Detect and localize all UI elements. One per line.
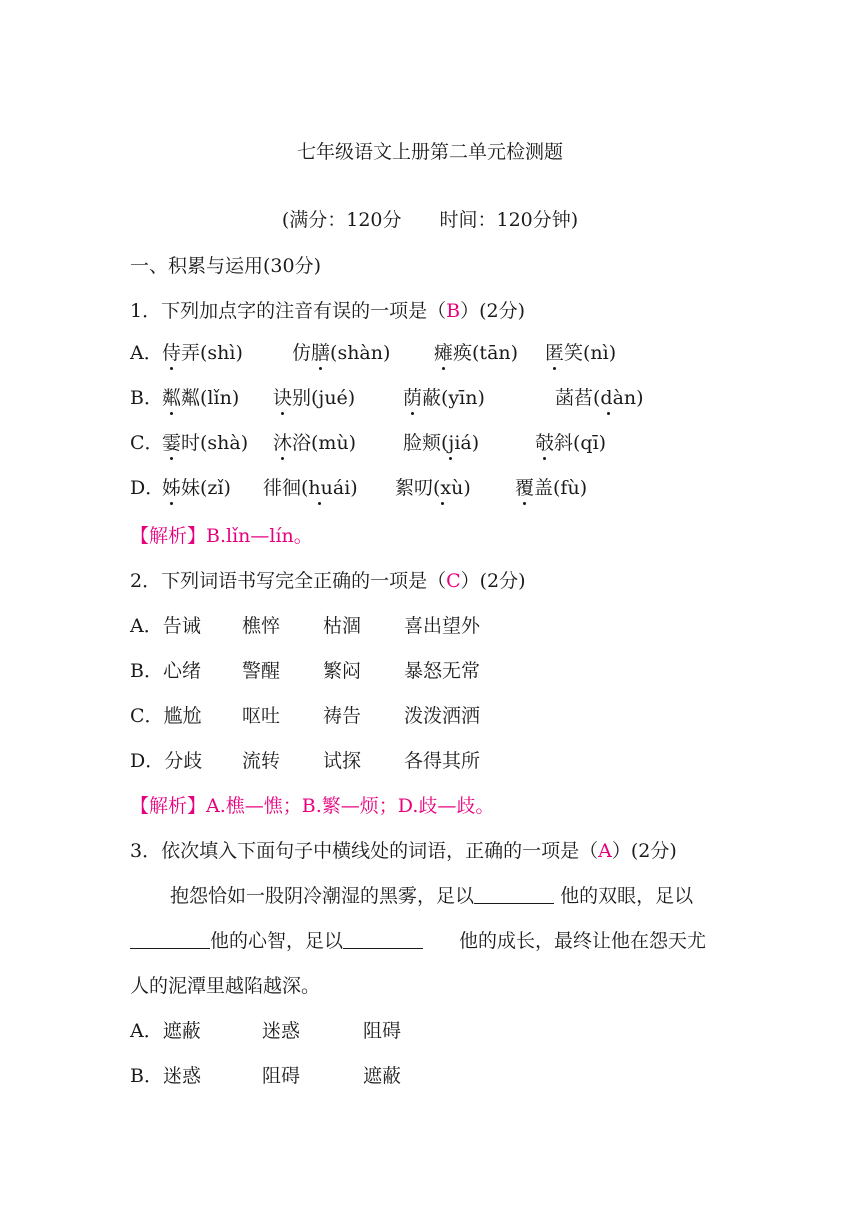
option-word: 暴怒无常 — [404, 660, 481, 682]
option-word: 枯涸 — [323, 615, 362, 637]
option-word: 祷告 — [323, 705, 362, 727]
fill-blank — [474, 885, 554, 904]
option-word: 迷惑 — [262, 1020, 301, 1042]
option-word: 各得其所 — [404, 750, 481, 772]
stem-points: ）(2分) — [611, 840, 677, 862]
option-word: 流转 — [242, 750, 281, 772]
option-word: B．心绪 — [130, 660, 201, 682]
dotted-char: 姊 — [162, 477, 182, 499]
option-text: 妹(zǐ) — [181, 477, 231, 499]
option-word: 樵悴 — [242, 615, 281, 637]
option-text: 时(shà) — [181, 432, 249, 454]
option-word: 呕吐 — [242, 705, 281, 727]
option-text: 痪(tān) — [453, 342, 519, 364]
option-word: 警醒 — [242, 660, 281, 682]
option-text: 斜(qī) — [554, 432, 607, 454]
option-text: 菡 — [555, 387, 575, 409]
option-text: 别(jué) — [292, 387, 356, 409]
passage-text: 抱怨恰如一股阴冷潮湿的黑雾，足以 — [170, 885, 475, 907]
option-word: 喜出望外 — [404, 615, 481, 637]
option-text: 浴(mù) — [292, 432, 357, 454]
option-text: 笑(nì) — [564, 342, 617, 364]
passage-line-1 — [170, 884, 693, 908]
dotted-char: 萏(dàn) — [574, 387, 644, 409]
analysis-text: A.樵—憔；B.繁—烦；D.歧—歧。 — [206, 795, 495, 817]
option-text: 脸 — [403, 432, 423, 454]
dotted-char: 霎 — [162, 432, 182, 454]
dotted-char: 徊(huái) — [282, 477, 358, 499]
passage-line-3: 人的泥潭里越陷越深。 — [130, 975, 321, 997]
fill-blank — [130, 930, 210, 949]
dotted-char: 荫 — [403, 387, 423, 409]
page-title: 七年级语文上册第二单元检测题 — [296, 141, 563, 163]
option-word: 繁闷 — [323, 660, 362, 682]
stem-text: 3．依次填入下面句子中横线处的词语，正确的一项是（ — [130, 840, 599, 862]
question-3-stem — [130, 839, 677, 863]
option-letter: B． — [130, 387, 163, 409]
option-word: B．迷惑 — [130, 1065, 201, 1087]
option-word: 泼泼洒洒 — [404, 705, 481, 727]
option-text: 弄(shì) — [181, 342, 243, 364]
fill-blank — [343, 930, 423, 949]
option-word: A．遮蔽 — [130, 1020, 201, 1042]
question-1-analysis — [130, 524, 313, 548]
option-text: 徘 — [263, 477, 283, 499]
option-word: 阻碍 — [363, 1020, 402, 1042]
stem-text: 1．下列加点字的注音有误的一项是（ — [130, 300, 447, 322]
passage-text: 他的心智，足以 — [210, 930, 344, 952]
option-letter: A． — [130, 342, 163, 364]
option-letter: D． — [130, 477, 165, 499]
dotted-char: 粼 — [162, 387, 182, 409]
section-heading: 一、积累与运用(30分) — [130, 255, 322, 277]
option-text: 蔽(yīn) — [422, 387, 485, 409]
dotted-char: 匿 — [545, 342, 565, 364]
option-text: 絮 — [395, 477, 415, 499]
option-text: 仿 — [292, 342, 312, 364]
answer-key: A — [598, 840, 612, 862]
passage-text: 他的成长，最终让他在怨天尤 — [459, 930, 707, 952]
option-word: 试探 — [323, 750, 362, 772]
dotted-char: 颊(jiá) — [422, 432, 480, 454]
analysis-text: B.lǐn—lín。 — [206, 525, 313, 547]
question-1-stem — [130, 299, 525, 323]
stem-points: ）(2分) — [460, 570, 526, 592]
stem-text: 2．下列词语书写完全正确的一项是（ — [130, 570, 447, 592]
question-2-analysis — [130, 794, 494, 818]
question-2-stem — [130, 569, 526, 593]
dotted-char: 瘫 — [434, 342, 454, 364]
option-word: C．尴尬 — [130, 705, 202, 727]
dotted-char: 膳 — [311, 342, 331, 364]
option-word: 遮蔽 — [363, 1065, 402, 1087]
analysis-label: 【解析】 — [130, 795, 207, 817]
passage-text: 他的双眼，足以 — [560, 885, 694, 907]
dotted-char: 叨(xù) — [414, 477, 471, 499]
analysis-label: 【解析】 — [130, 525, 207, 547]
stem-points: ）(2分) — [460, 300, 525, 322]
score-time-info: (满分：120分 时间：120分钟) — [281, 209, 579, 231]
option-word: 阻碍 — [262, 1065, 301, 1087]
dotted-char: 沐 — [273, 432, 293, 454]
dotted-char: 侍 — [162, 342, 182, 364]
option-letter: C． — [130, 432, 164, 454]
passage-line-2 — [130, 929, 706, 953]
option-text: 盖(fù) — [534, 477, 588, 499]
option-word: A．告诫 — [130, 615, 201, 637]
option-text: 粼(lǐn) — [181, 387, 240, 409]
dotted-char: 覆 — [515, 477, 535, 499]
dotted-char: 诀 — [273, 387, 293, 409]
option-word: D．分歧 — [130, 750, 203, 772]
answer-key: C — [446, 570, 461, 592]
answer-key: B — [446, 300, 461, 322]
dotted-char: 攲 — [535, 432, 555, 454]
option-text: (shàn) — [330, 342, 391, 364]
